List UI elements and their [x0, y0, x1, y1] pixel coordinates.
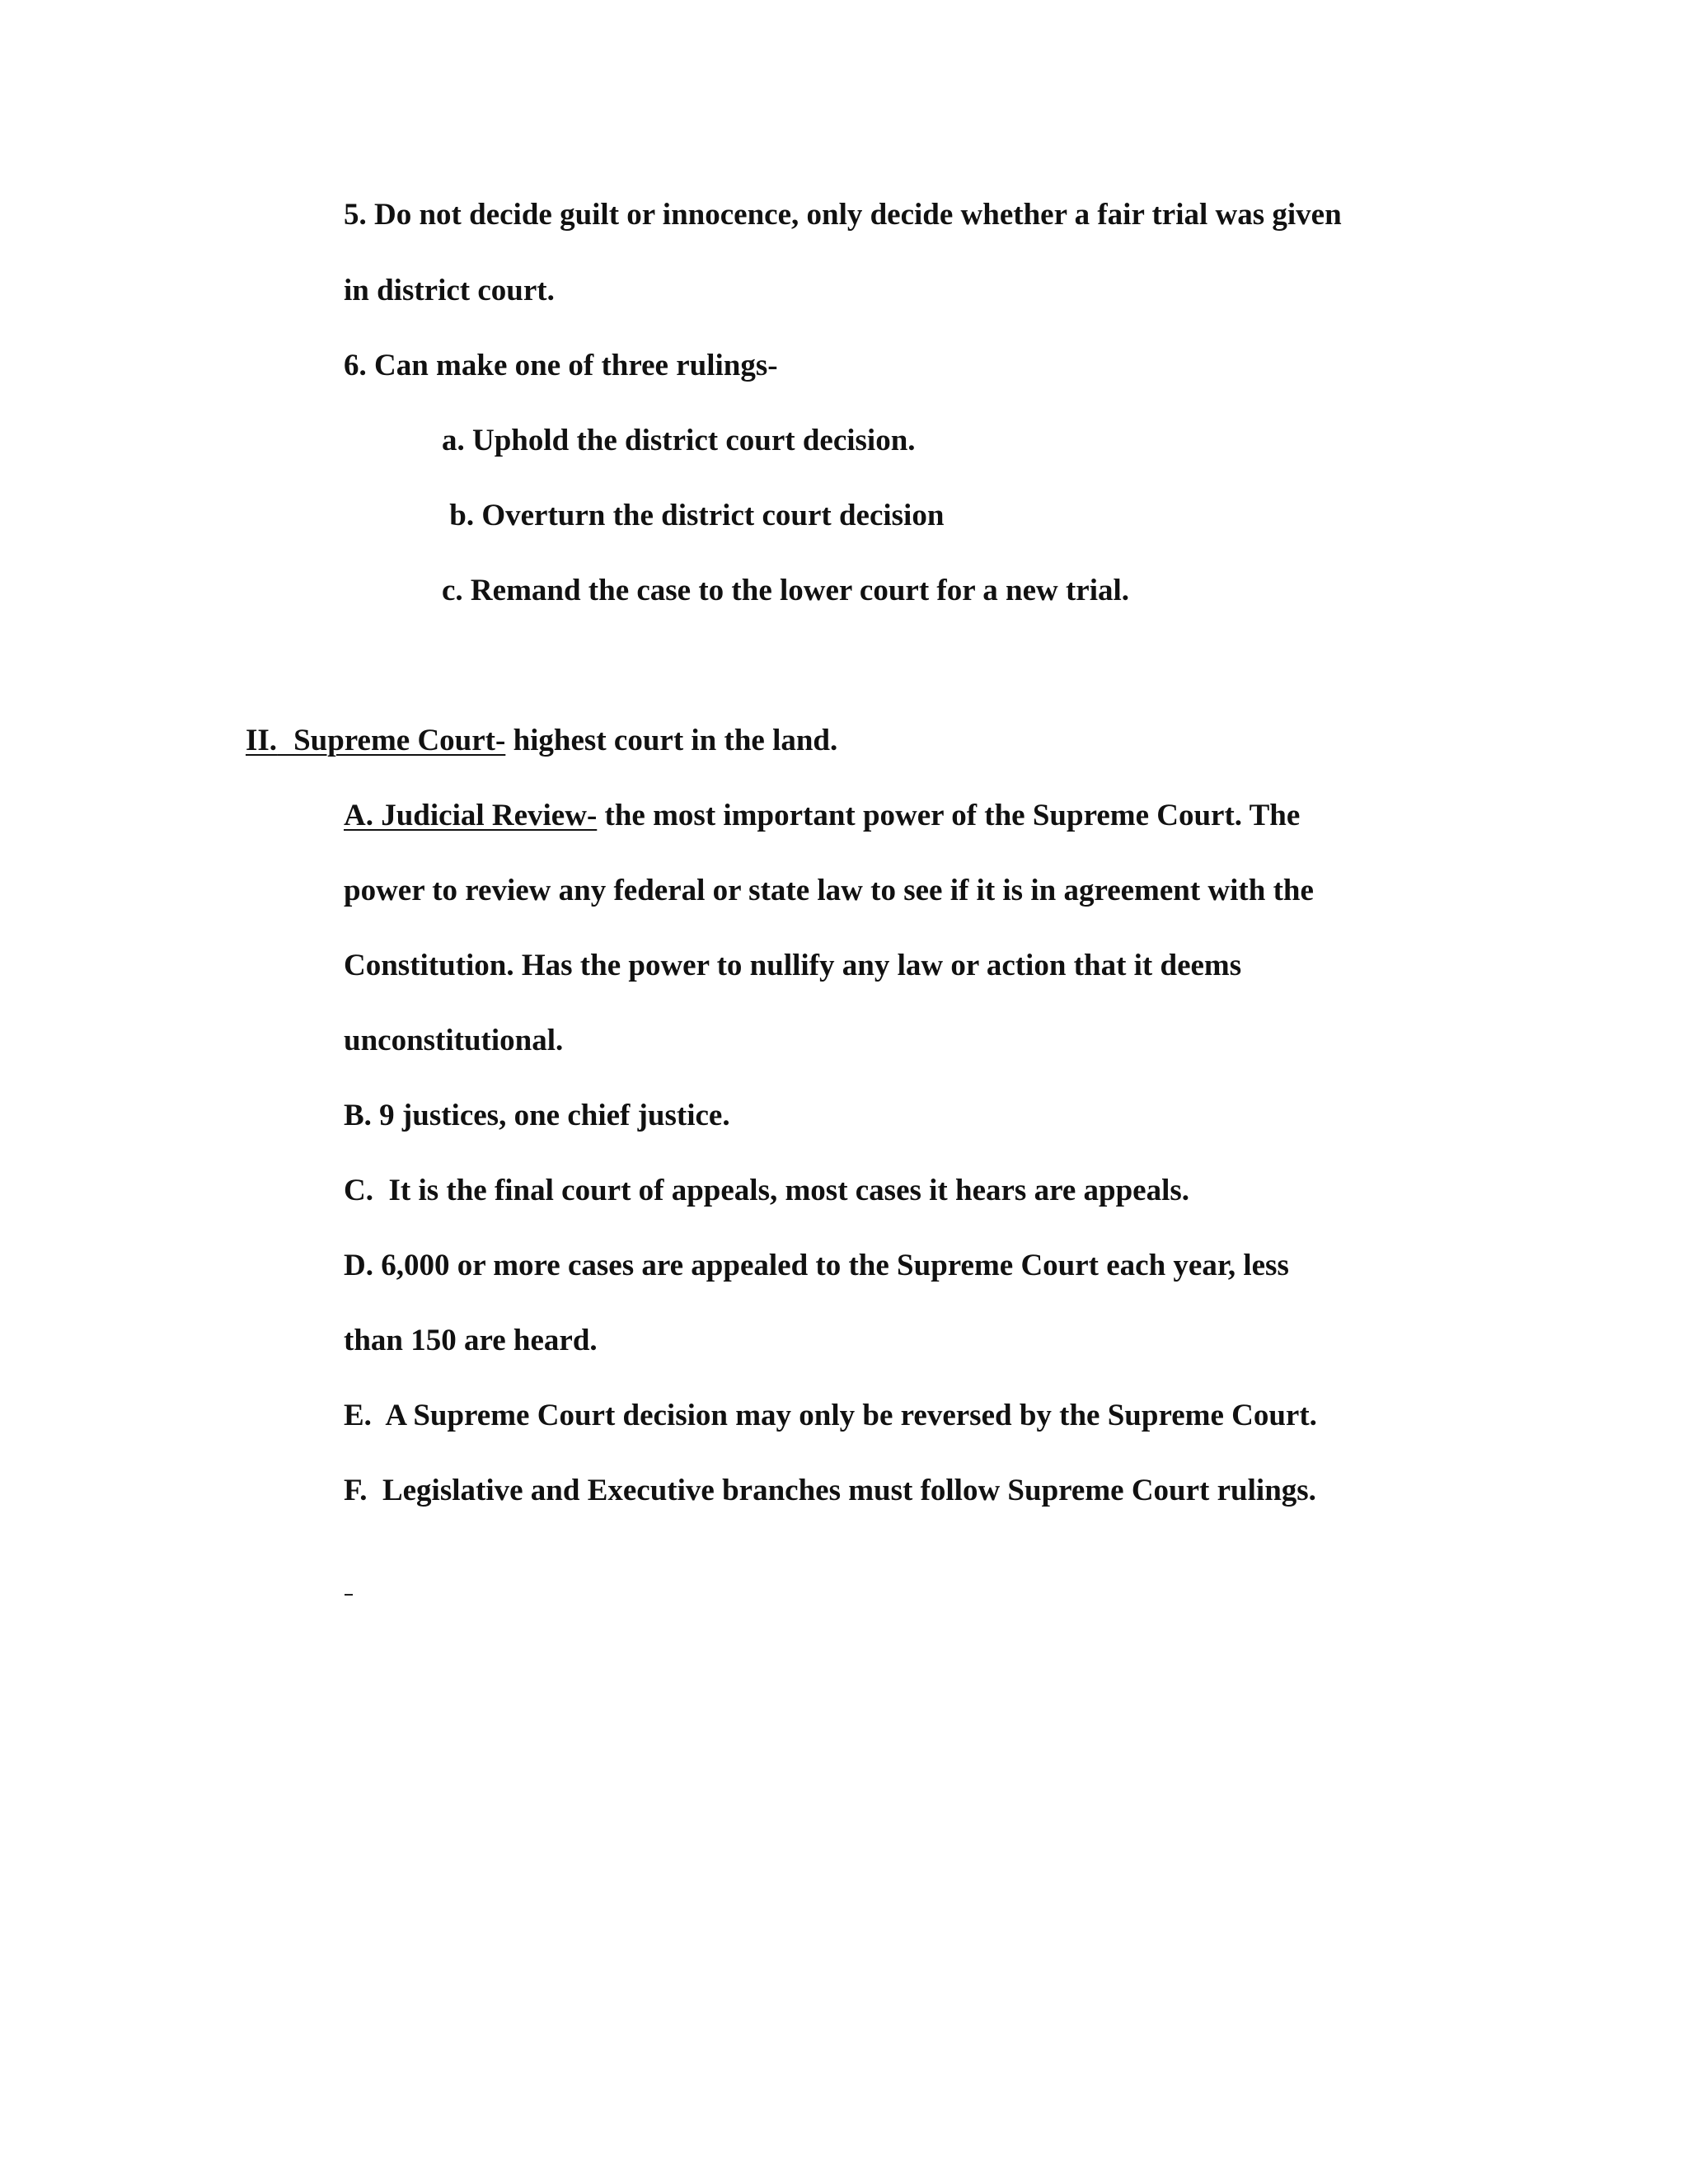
item-a-line-2: power to review any federal or state law to see if it is in agreement with the: [344, 874, 1314, 907]
item-a-line-1: [344, 797, 1300, 835]
list-item-5-line-2: in district court.: [344, 274, 555, 307]
sub-item-b: b. Overturn the district court decision: [442, 499, 945, 532]
sub-item-c: c. Remand the case to the lower court for a new trial.: [442, 574, 1130, 607]
numeral-gap: [277, 722, 293, 760]
list-item-5-line-1: 5. Do not decide guilt or innocence, only decide whether a fair trial was given: [344, 198, 1342, 232]
item-a-line-3: Constitution. Has the power to nullify any law or action that it deems: [344, 949, 1242, 982]
item-d-line-1: D. 6,000 or more cases are appealed to the Supreme Court each year, less: [344, 1249, 1289, 1282]
section-numeral: II.: [246, 724, 278, 757]
item-f: F. Legislative and Executive branches must follow Supreme Court rulings.: [344, 1474, 1316, 1507]
section-heading-rest: highest court in the land.: [505, 724, 838, 757]
section-heading: Supreme Court-: [293, 724, 506, 757]
item-a-line-4: unconstitutional.: [344, 1024, 564, 1057]
item-a-line-1-rest: the most important power of the Supreme Court. The: [597, 799, 1301, 832]
sub-item-a: a. Uphold the district court decision.: [442, 424, 916, 457]
stray-dash-mark: [345, 1594, 353, 1596]
list-item-6: 6. Can make one of three rulings-: [344, 349, 778, 382]
item-b: B. 9 justices, one chief justice.: [344, 1099, 730, 1132]
item-a-label: A. Judicial Review-: [344, 799, 598, 832]
item-d-line-2: than 150 are heard.: [344, 1324, 598, 1357]
item-e: E. A Supreme Court decision may only be reversed by the Supreme Court.: [344, 1399, 1317, 1432]
section-ii-heading-line: [246, 722, 837, 760]
item-c: C. It is the final court of appeals, most cases it hears are appeals.: [344, 1174, 1190, 1207]
